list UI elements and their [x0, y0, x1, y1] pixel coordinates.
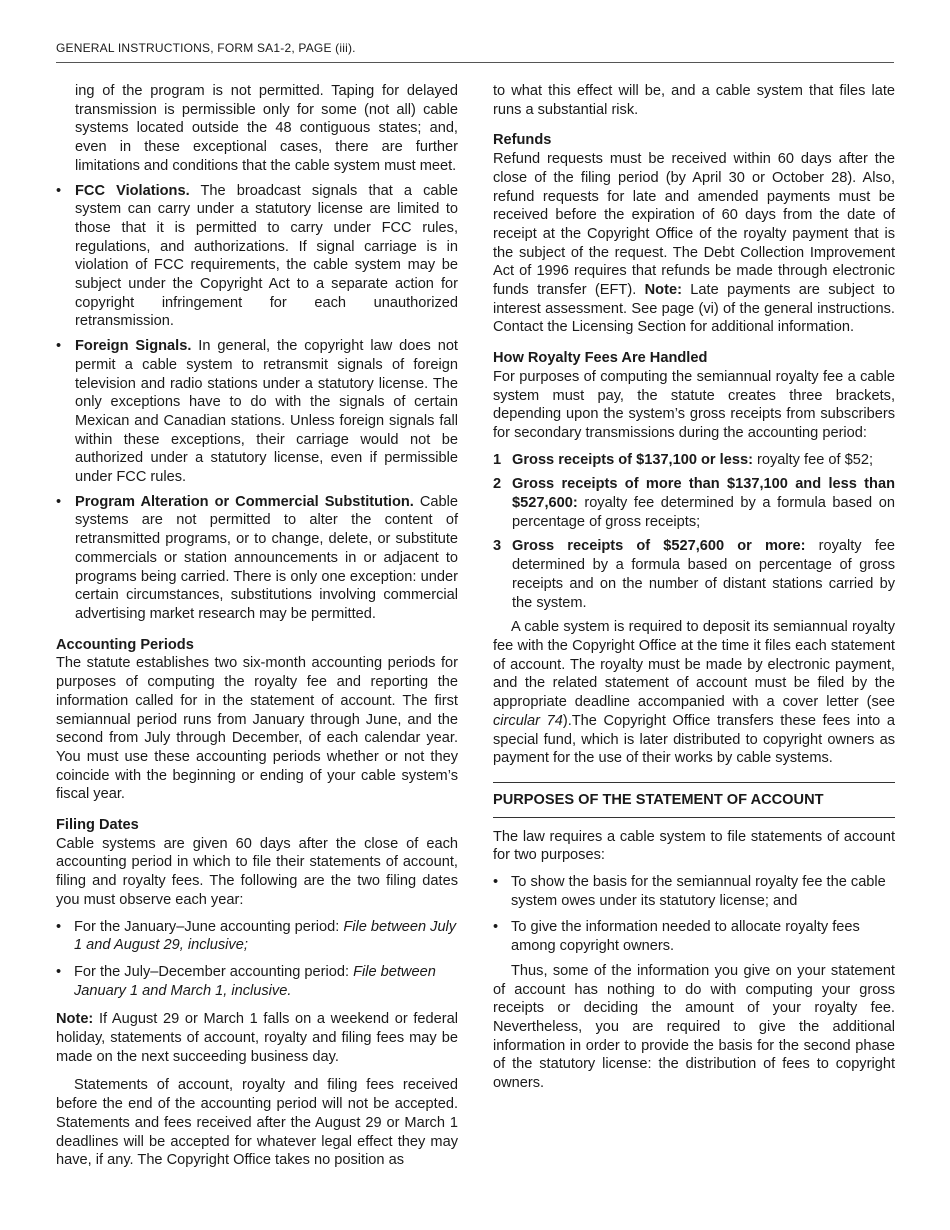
- purposes-section-heading: PURPOSES OF THE STATEMENT OF ACCOUNT: [493, 782, 895, 818]
- refunds-text: Refund requests must be received within 60 days after the close of the filing period (by April 30 or October 28). Also, refund requests for late and amended payments must be received before the expiration of 60 days from the date of receipt at the Copyright Office of the royalty payment that is the subject of the request. The Debt Collection Improvement Act of 1996 requires that refunds be made through electronic funds transfer (EFT). Note: Late payments are subject to interest assessment. See page (vi) of the general instructions. Contact the Licensing Section for additional information.: [493, 151, 895, 336]
- bullet-program-alteration: • Program Alteration or Commercial Substitution. Cable systems are not permitted to alter the content of retransmitted programs, or to change, delete, or substitute commercials or station announcements in or adjacent to programs being carried. There is only one exception: under certain circumstances, substitutions involving commercial advertising market research may be permitted.: [56, 493, 459, 622]
- bullet-dot: •: [56, 493, 62, 510]
- left-column: [56, 82, 458, 1170]
- refunds-heading: Refunds: [493, 132, 552, 149]
- bullet-dot: •: [56, 338, 62, 355]
- header-rule: [56, 62, 894, 63]
- continued-paragraph: ing of the program is not permitted. Taping for delayed transmission is permissible only for some (not all) cable systems located outside the 48 contiguous states; and, even in these exceptional cases, there are further limitations and conditions that the cable system must meet.: [75, 83, 458, 174]
- purpose-bullet-1: • To show the basis for the semiannual royalty fee the cable system owes under its statutory license; and: [493, 874, 886, 909]
- right-column: [493, 82, 895, 1093]
- purposes-text: The law requires a cable system to file statements of account for two purposes:: [493, 828, 895, 864]
- bracket-3: 3 Gross receipts of $527,600 or more: royalty fee determined by a formula based on percentage of gross receipts and on the number of distant stations carried by the system.: [493, 538, 895, 611]
- bullet-dot: •: [56, 963, 62, 980]
- bullet-dot: •: [56, 918, 62, 935]
- filing-dates-heading: Filing Dates: [56, 817, 139, 834]
- page-header: GENERAL INSTRUCTIONS, FORM SA1-2, PAGE (iii).: [56, 41, 356, 55]
- bullet-dot: •: [493, 874, 499, 891]
- bracket-2: 2 Gross receipts of more than $137,100 and less than $527,600: royalty fee determined by a formula based on percentage of gross receipts;: [493, 476, 895, 530]
- continued-paragraph-right: to what this effect will be, and a cable system that files late runs a substantial risk.: [493, 83, 895, 118]
- filing-dates-text: Cable systems are given 60 days after the close of each accounting period in which to file their statements of account, filing and royalty fees. The following are the two filing dates you must observe each year:: [56, 835, 458, 908]
- bullet-fcc-violations: • FCC Violations. The broadcast signals that a cable system can carry under a statutory license are limited to those that it is permitted to carry under FCC rules, regulations, and authorizations. If signal carriage is in violation of FCC requirements, the cable system may be subject under the Copyright Act to a separate action for copyright infringement for each unauthorized retransmission.: [56, 182, 458, 330]
- weekend-note: Note: If August 29 or March 1 falls on a weekend or federal holiday, statements of account, royalty and filing fees may be made on the next succeeding business day.: [56, 1011, 458, 1065]
- filing-bullet-july-dec: • For the July–December accounting period: File between January 1 and March 1, inclusive.: [56, 963, 436, 999]
- royalty-fees-text: For purposes of computing the semiannual royalty fee a cable system must pay, the statute creates three brackets, depending upon the system’s gross receipts from subscribers for secondary transmissions during the accounting period:: [493, 368, 895, 441]
- statements-paragraph: Statements of account, royalty and filing fees received before the end of the accounting period will not be accepted. Statements and fees received after the August 29 or March 1 deadlines will be accepted for whatever legal effect they may have, if any. The Copyright Office takes no position as: [56, 1077, 458, 1169]
- deposit-paragraph: A cable system is required to deposit its semiannual royalty fee with the Copyright Office at the time it files each statement of account. The royalty must be made by electronic payment, and the related statement of account must be filed by the appropriate deadline accompanied with a cover letter (see circular 74).The Copyright Office transfers these fees into a special fund, which is later distributed to copyright owners as payment for the use of their works by cable systems.: [493, 619, 895, 767]
- accounting-periods-text: The statute establishes two six-month accounting periods for purposes of computing the royalty fee and reporting the information called for in the statement of account. The first semiannual period runs from January through June, and the second from July through December, of each calendar year. You must use these accounting periods whether or not they coincide with the beginning or ending of your cable system’s fiscal year.: [56, 655, 458, 803]
- bullet-dot: •: [493, 919, 499, 936]
- bullet-dot: •: [56, 182, 62, 199]
- bracket-1: 1 Gross receipts of $137,100 or less: royalty fee of $52;: [493, 451, 874, 468]
- accounting-periods-heading: Accounting Periods: [56, 636, 194, 653]
- filing-bullet-jan-june: • For the January–June accounting period: File between July 1 and August 29, inclusive;: [56, 918, 457, 954]
- royalty-fees-heading: How Royalty Fees Are Handled: [493, 350, 708, 367]
- bullet-foreign-signals: • Foreign Signals. In general, the copyright law does not permit a cable system to retransmit signals of foreign television and radio stations under a statutory license. The only exceptions have to do with the signals of certain Mexican and Canadian stations. Unless foreign signals fall within these exceptions, their carriage would not be authorized under a statutory license, even if permissible under FCC rules.: [56, 338, 458, 486]
- thus-paragraph: Thus, some of the information you give on your statement of account has nothing to do with computing your gross receipts or deciding the amount of your royalty fee. Nevertheless, you are required to give the additional information in order to provide the basis for the second phase of the statutory license: the distribution of fees to copyright owners.: [493, 962, 895, 1092]
- purpose-bullet-2: • To give the information needed to allocate royalty fees among copyright owners.: [493, 919, 860, 955]
